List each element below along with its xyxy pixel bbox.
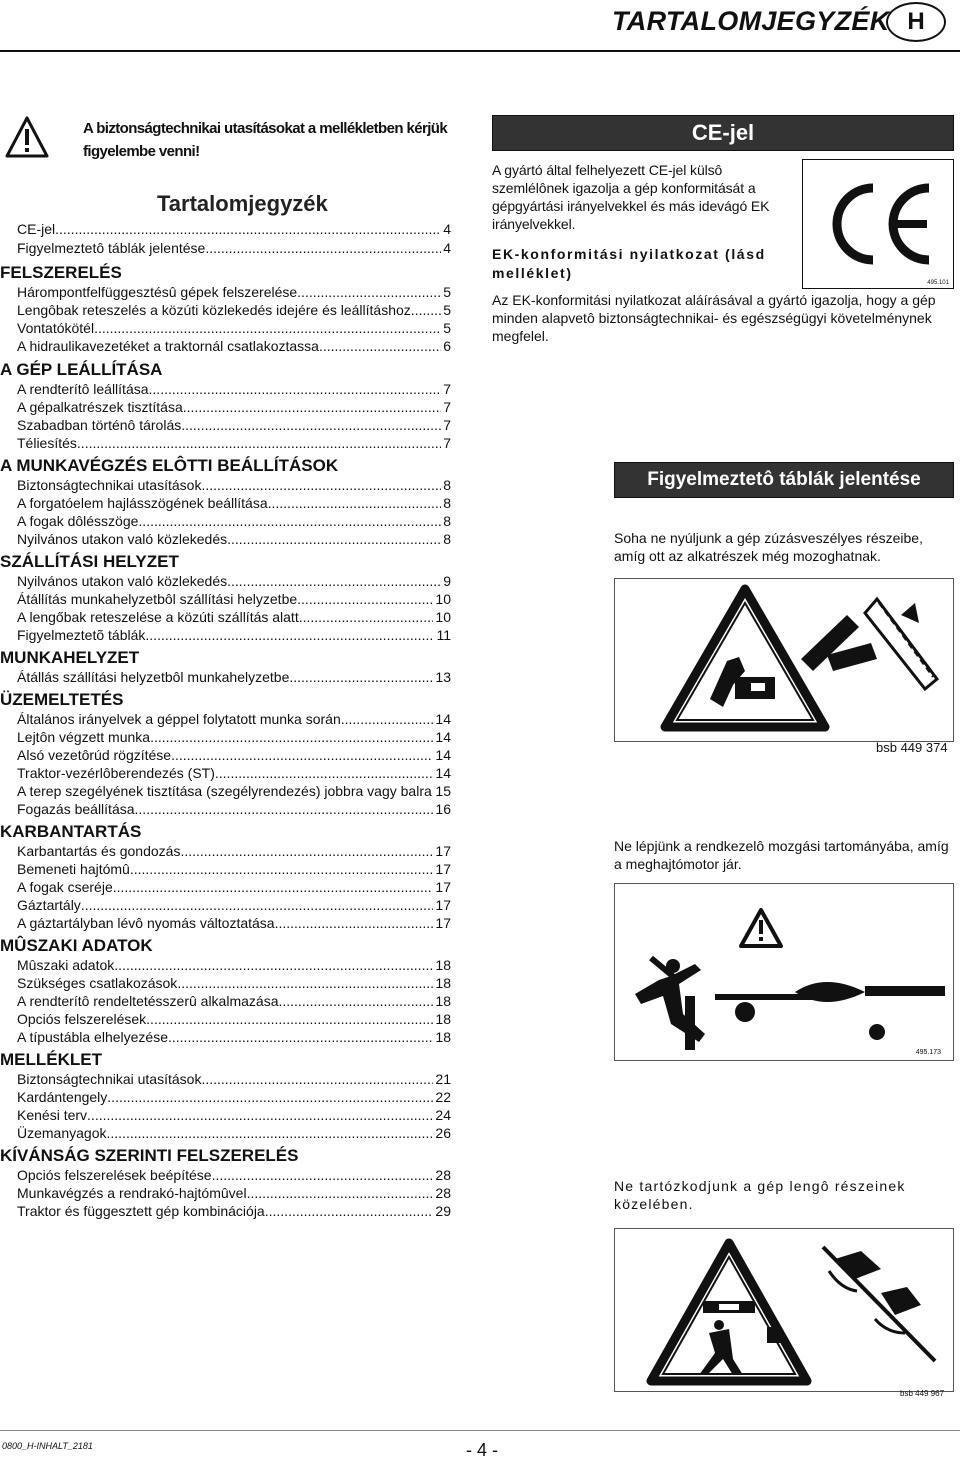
toc-entry-title: Alsó vezetôrúd rögzítése xyxy=(17,747,172,763)
toc-leader-dots xyxy=(411,301,441,319)
ce-mark xyxy=(802,159,954,289)
toc-leader-dots xyxy=(227,530,441,548)
toc-entry[interactable] xyxy=(17,380,451,398)
toc-leader-dots xyxy=(205,239,441,257)
toc-entry-page: 14 xyxy=(435,729,451,745)
toc-entry-page: 26 xyxy=(435,1125,451,1141)
document-code: 0800_H-INHALT_2181 xyxy=(2,1441,93,1451)
warning-3-text: Ne tartózkodjunk a gép lengô részeinek közelében. xyxy=(614,1178,906,1212)
toc-entry-title: Üzemanyagok xyxy=(17,1125,107,1141)
toc-entry-title: A gépalkatrészek tisztítása xyxy=(17,399,183,415)
toc-leader-dots xyxy=(201,476,441,494)
toc-entry-page: 7 xyxy=(443,435,451,451)
toc-entry-title: A fogak cseréje xyxy=(17,879,113,895)
toc-entry[interactable] xyxy=(17,1106,451,1124)
toc-leader-dots xyxy=(138,512,441,530)
toc-entry-title: Téliesítés xyxy=(17,435,77,451)
toc-entry-title: A rendterítô rendeltetésszerû alkalmazása xyxy=(17,993,279,1009)
toc-entry[interactable] xyxy=(17,1010,451,1028)
warning-triangle-icon xyxy=(5,116,49,158)
toc-entry-title: Opciós felszerelések xyxy=(17,1011,147,1027)
toc-entry-title: A típustábla elhelyezése xyxy=(17,1029,168,1045)
toc-leader-dots xyxy=(201,1070,433,1088)
toc-entry-page: 17 xyxy=(435,879,451,895)
warning-sign-1 xyxy=(614,578,954,742)
toc-entry-page: 18 xyxy=(435,1029,451,1045)
toc-entry-page: 10 xyxy=(435,609,451,625)
toc-entry[interactable] xyxy=(17,319,451,337)
toc-entry[interactable] xyxy=(17,1028,451,1046)
toc-entry[interactable] xyxy=(17,1088,451,1106)
toc-entry[interactable] xyxy=(17,992,451,1010)
warning-1-text: Soha ne nyúljunk a gép zúzásveszélyes részeibe, amíg ott az alkatrészek még mozoghatnak. xyxy=(614,530,923,564)
ce-description: A gyártó által felhelyezett CE-jel külsô szemlélônek igazolja a gép konformitását a gépgyártási irányelvekkel és más idevágó EK irányelvekkel. xyxy=(492,162,770,232)
warning-sign-1-code: bsb 449 374 xyxy=(876,740,948,755)
toc-leader-dots xyxy=(247,1184,434,1202)
toc-entry-title: Kardántengely xyxy=(17,1089,108,1105)
toc-entry[interactable] xyxy=(17,1124,451,1142)
warning-sign-3-code: bsb 449 967 xyxy=(900,1389,945,1398)
toc-entry[interactable] xyxy=(17,710,451,728)
toc-leader-dots xyxy=(77,434,441,452)
toc-entry-page: 17 xyxy=(435,897,451,913)
toc-entry-title: Figyelmeztetõ táblák xyxy=(17,627,146,643)
toc-entry[interactable] xyxy=(17,728,451,746)
toc-entry[interactable] xyxy=(17,1070,451,1088)
toc-entry-title: Kenési terv xyxy=(17,1107,88,1123)
toc-entry[interactable] xyxy=(17,239,451,257)
toc-entry[interactable] xyxy=(17,494,451,512)
toc-entry[interactable] xyxy=(17,590,451,608)
ek-declaration-heading: EK-konformitási nyilatkozat (lásd melléklet) xyxy=(492,246,766,281)
toc-entry[interactable] xyxy=(17,301,451,319)
toc-entry[interactable] xyxy=(17,860,451,878)
toc-leader-dots xyxy=(107,1124,434,1142)
warning-sign-3 xyxy=(614,1228,954,1392)
ce-mark-code: 495.101 xyxy=(927,280,949,286)
toc-entry[interactable] xyxy=(17,1184,451,1202)
ce-section-title: CE-jel xyxy=(492,115,954,151)
toc-entry-page: 5 xyxy=(443,320,451,336)
toc-leader-dots xyxy=(146,1010,433,1028)
toc-leader-dots xyxy=(87,1106,433,1124)
toc-entry-page: 5 xyxy=(443,284,451,300)
toc-entry-page: 4 xyxy=(443,221,451,237)
toc-entry-page: 5 xyxy=(443,302,451,318)
toc-entry-title: Lejtôn végzett munka xyxy=(17,729,151,745)
toc-entry[interactable] xyxy=(17,1166,451,1184)
toc-entry-page: 17 xyxy=(435,915,451,931)
toc-entry[interactable] xyxy=(17,842,451,860)
toc-entry-title: Nyilvános utakon való közlekedés xyxy=(17,573,228,589)
ek-declaration-text: Az EK-konformitási nyilatkozat aláírásával a gyártó igazolja, hogy a gép minden alapvetô biztonságtechnikai- és egészségügyi követelménynek megfelel. xyxy=(492,292,936,344)
toc-entry-page: 28 xyxy=(435,1167,451,1183)
toc-leader-dots xyxy=(268,494,442,512)
toc-entry[interactable] xyxy=(17,668,451,686)
toc-entry-page: 18 xyxy=(435,957,451,973)
toc-entry-title: Nyilvános utakon való közlekedés xyxy=(17,531,228,547)
toc-entry[interactable] xyxy=(17,416,451,434)
toc-entry[interactable] xyxy=(17,512,451,530)
toc-entry-title: A rendterítô leállítása xyxy=(17,381,149,397)
toc-entry-title: Opciós felszerelések beépítése xyxy=(17,1167,212,1183)
toc-leader-dots xyxy=(114,956,433,974)
toc-leader-dots xyxy=(299,608,434,626)
warning-2-text: Ne lépjünk a rendkezelô mozgási tartományába, amíg a meghajtómotor jár. xyxy=(614,838,949,872)
toc-entry-page: 16 xyxy=(435,801,451,817)
toc-section-heading: A GÉP LEÁLLÍTÁSA xyxy=(0,360,163,379)
ce-mark-icon xyxy=(803,160,953,288)
safety-intro: A biztonságtechnikai utasításokat a mellékletben kérjük figyelembe venni! xyxy=(83,120,448,160)
toc-leader-dots xyxy=(145,626,434,644)
toc-entry[interactable] xyxy=(17,782,451,800)
toc-leader-dots xyxy=(113,878,434,896)
toc-leader-dots xyxy=(181,416,441,434)
toc-leader-dots xyxy=(94,319,441,337)
toc-section-heading: ÜZEMELTETÉS xyxy=(0,690,124,709)
toc-entry[interactable] xyxy=(17,746,451,764)
page-title: TARTALOMJEGYZÉK xyxy=(612,6,890,36)
toc-entry-title: A gáztartályban lévô nyomás változtatása xyxy=(17,915,275,931)
toc-entry-title: Bemeneti hajtómû xyxy=(17,861,130,877)
toc-entry[interactable] xyxy=(17,530,451,548)
toc-leader-dots xyxy=(107,1088,433,1106)
swinging-part-hazard-icon xyxy=(615,1229,953,1391)
toc-leader-dots xyxy=(297,590,433,608)
toc-entry[interactable] xyxy=(17,800,451,818)
toc-entry-title: Traktor és függesztett gép kombinációja xyxy=(17,1203,265,1219)
toc-entry[interactable] xyxy=(17,476,451,494)
toc-entry-page: 7 xyxy=(443,381,451,397)
toc-entry-page: 7 xyxy=(443,417,451,433)
language-badge: H xyxy=(886,2,946,42)
toc-entry-title: Biztonságtechnikai utasítások xyxy=(17,477,202,493)
toc-leader-dots xyxy=(168,1028,433,1046)
toc-leader-dots xyxy=(265,1202,434,1220)
toc-entry[interactable] xyxy=(17,434,451,452)
toc-section-heading: KÍVÁNSÁG SZERINTI FELSZERELÉS xyxy=(0,1146,299,1165)
toc-entry-title: Biztonságtechnikai utasítások xyxy=(17,1071,202,1087)
toc-leader-dots xyxy=(180,842,433,860)
toc-leader-dots xyxy=(81,896,434,914)
toc-leader-dots xyxy=(289,668,433,686)
toc-entry-title: Lengôbak reteszelés a közúti közlekedés idejére és leállításhoz xyxy=(17,302,411,318)
toc-entry-title: Mûszaki adatok xyxy=(17,957,115,973)
warning-sign-2 xyxy=(614,883,954,1061)
toc-leader-dots xyxy=(171,746,433,764)
toc-section-heading: MELLÉKLET xyxy=(0,1050,102,1069)
page-number: - 4 - xyxy=(466,1440,499,1460)
toc-entry-page: 22 xyxy=(435,1089,451,1105)
toc-entry[interactable] xyxy=(17,914,451,932)
toc-leader-dots xyxy=(215,764,434,782)
toc-entry-title: Átállítás munkahelyzetbôl szállítási helyzetbe xyxy=(17,591,298,607)
toc-entry-page: 28 xyxy=(435,1185,451,1201)
toc-entry[interactable] xyxy=(17,764,451,782)
toc-entry-page: 7 xyxy=(443,399,451,415)
toc-leader-dots xyxy=(130,860,434,878)
toc-leader-dots xyxy=(183,398,441,416)
toc-entry-page: 14 xyxy=(435,747,451,763)
toc-entry-title: Fogazás beállítása xyxy=(17,801,135,817)
toc-entry-title: Traktor-vezérlôberendezés (ST) xyxy=(17,765,215,781)
toc-entry-title: Karbantartás és gondozás xyxy=(17,843,181,859)
toc-entry[interactable] xyxy=(17,608,451,626)
toc-entry-page: 13 xyxy=(435,669,451,685)
toc-section-heading: A MUNKAVÉGZÉS ELÔTTI BEÁLLÍTÁSOK xyxy=(0,456,339,475)
toc-title: Tartalomjegyzék xyxy=(157,191,328,216)
warning-signs-title: Figyelmeztetô táblák jelentése xyxy=(614,462,954,498)
toc-section-heading: MUNKAHELYZET xyxy=(0,648,140,667)
toc-entry-page: 18 xyxy=(435,1011,451,1027)
toc-entry-page: 14 xyxy=(435,711,451,727)
toc-section-heading: FELSZERELÉS xyxy=(0,263,122,282)
toc-leader-dots xyxy=(135,800,434,818)
toc-entry-title: Szükséges csatlakozások xyxy=(17,975,178,991)
toc-entry-title: Vontatókötél xyxy=(17,320,95,336)
toc-entry-page: 6 xyxy=(443,338,451,354)
toc-entry[interactable] xyxy=(17,896,451,914)
toc-entry-page: 10 xyxy=(435,591,451,607)
toc-leader-dots xyxy=(149,380,442,398)
toc-entry-page: 8 xyxy=(443,477,451,493)
toc-leader-dots xyxy=(319,337,441,355)
toc-entry-title: Átállás szállítási helyzetbôl munkahelyzetbe xyxy=(17,669,290,685)
toc-entry-title: Figyelmeztetô táblák jelentése xyxy=(17,240,206,256)
toc-entry[interactable] xyxy=(17,956,451,974)
toc-entry-title: A lengőbak reteszelése a közúti szállítás alatt xyxy=(17,609,299,625)
toc-entry-title: A fogak dôlésszöge xyxy=(17,513,139,529)
toc-entry-title: A forgatóelem hajlásszögének beállítása xyxy=(17,495,268,511)
toc-entry-title: Általános irányelvek a géppel folytatott munka során xyxy=(17,711,341,727)
toc-leader-dots xyxy=(150,728,433,746)
toc-entry-title: Szabadban történô tárolás xyxy=(17,417,182,433)
toc-leader-dots xyxy=(177,974,433,992)
toc-section-heading: SZÁLLÍTÁSI HELYZET xyxy=(0,552,179,571)
toc-entry-page: 8 xyxy=(443,513,451,529)
toc-entry-title: Hárompontfelfüggesztésû gépek felszerelése xyxy=(17,284,298,300)
toc-entry-page: 8 xyxy=(443,531,451,547)
toc-section-heading: MÛSZAKI ADATOK xyxy=(0,936,153,955)
toc-entry[interactable] xyxy=(17,974,451,992)
rotating-part-hazard-icon xyxy=(615,884,953,1060)
toc-entry[interactable] xyxy=(17,283,451,301)
toc-entry-page: 4 xyxy=(443,240,451,256)
toc-entry-page: 29 xyxy=(435,1203,451,1219)
toc-leader-dots xyxy=(278,992,433,1010)
toc-entry[interactable] xyxy=(17,337,451,355)
toc-entry-title: A terep szegélyének tisztítása (szegélyrendezés) jobbra vagy balra xyxy=(17,783,432,799)
toc-entry-page: 18 xyxy=(435,975,451,991)
toc-leader-dots xyxy=(297,283,441,301)
toc-entry[interactable] xyxy=(17,398,451,416)
toc-entry-page: 15 xyxy=(435,783,451,799)
toc-entry-page: 9 xyxy=(443,573,451,589)
toc-leader-dots xyxy=(275,914,434,932)
toc-entry[interactable] xyxy=(17,878,451,896)
toc-entry-page: 18 xyxy=(435,993,451,1009)
crush-hazard-icon xyxy=(615,579,953,741)
toc-entry[interactable] xyxy=(17,626,451,644)
warning-sign-2-code: 495.173 xyxy=(915,1049,941,1056)
toc-leader-dots xyxy=(55,220,441,238)
toc-entry[interactable] xyxy=(17,572,451,590)
toc-entry-page: 17 xyxy=(435,861,451,877)
toc-leader-dots xyxy=(341,710,434,728)
toc-entry-page: 24 xyxy=(435,1107,451,1123)
toc-entry-page: 21 xyxy=(435,1071,451,1087)
toc-entry-page: 11 xyxy=(436,627,451,643)
header-divider xyxy=(0,50,960,52)
footer-divider xyxy=(0,1430,960,1431)
toc-leader-dots xyxy=(227,572,441,590)
toc-entry-title: Munkavégzés a rendrakó-hajtómûvel xyxy=(17,1185,247,1201)
toc-section-heading: KARBANTARTÁS xyxy=(0,822,142,841)
toc-leader-dots xyxy=(212,1166,434,1184)
toc-entry[interactable] xyxy=(17,1202,451,1220)
toc-entry-title: A hidraulikavezetéket a traktornál csatlakoztassa xyxy=(17,338,319,354)
toc-entry-title: CE-jel xyxy=(17,221,56,237)
toc-entry-page: 17 xyxy=(435,843,451,859)
toc-entry-page: 14 xyxy=(435,765,451,781)
toc-entry-title: Gáztartály xyxy=(17,897,81,913)
toc-entry[interactable] xyxy=(17,220,451,238)
toc-entry-page: 8 xyxy=(443,495,451,511)
